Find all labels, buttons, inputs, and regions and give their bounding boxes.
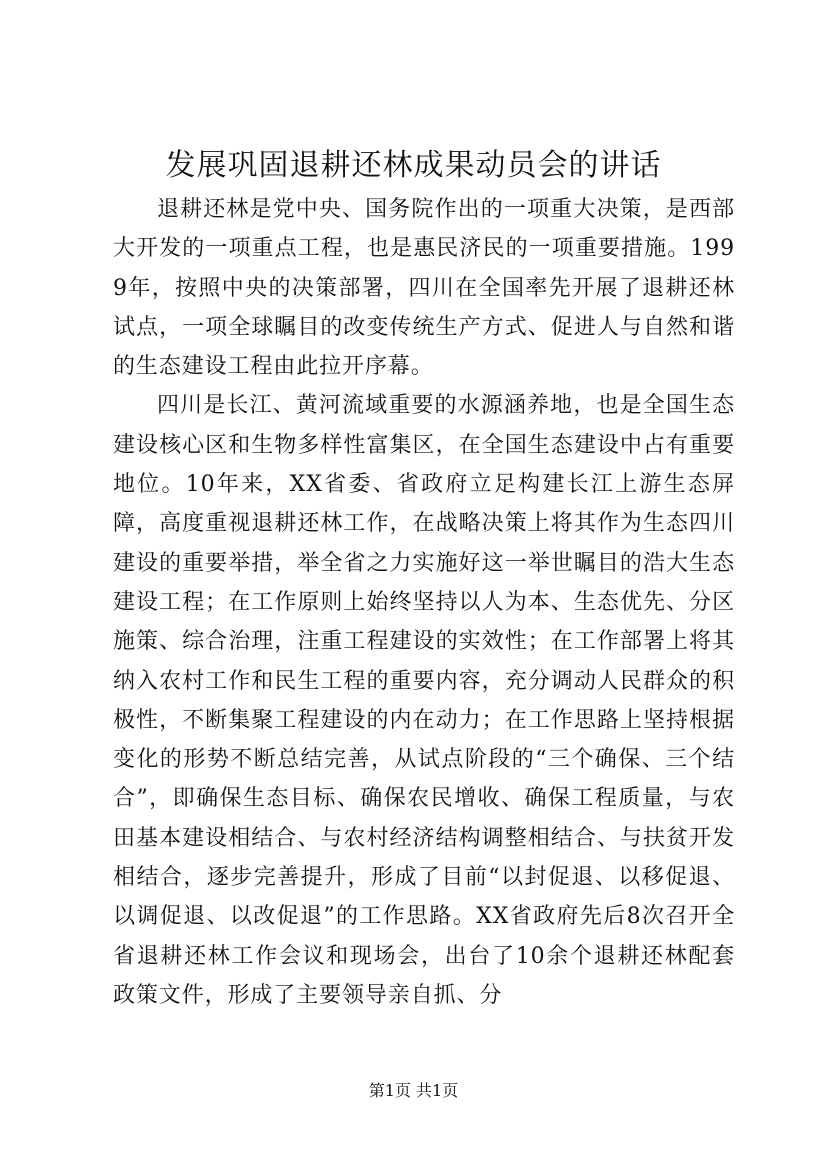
document-title: 发展巩固退耕还林成果动员会的讲话 <box>165 148 662 183</box>
document-body <box>113 190 735 1015</box>
paragraph-2: 四川是长江、黄河流域重要的水源涵养地，也是全国生态建设核心区和生物多样性富集区，在全国生态建设中占有重要地位。10年来，XX省委、省政府立足构建长江上游生态屏障，高度重视退耕还林工作，在战略决策上将其作为生态四川建设的重要举措，举全省之力实施好这一举世瞩目的浩大生态建设工程；在工作原则上始终坚持以人为本、生态优先、分区施策、综合治理，注重工程建设的实效性；在工作部署上将其纳入农村工作和民生工程的重要内容，充分调动人民群众的积极性，不断集聚工程建设的内在动力；在工作思路上坚持根据变化的形势不断总结完善，从试点阶段的“三个确保、三个结合”，即确保生态目标、确保农民增收、确保工程质量，与农田基本建设相结合、与农村经济结构调整相结合、与扶贫开发相结合，逐步完善提升，形成了目前“以封促退、以移促退、以调促退、以改促退”的工作思路。XX省政府先后8次召开全省退耕还林工作会议和现场会，出台了10余个退耕还林配套政策文件，形成了主要领导亲自抓、分 <box>113 393 735 1008</box>
page-footer: 第1页 共1页 <box>368 1081 459 1100</box>
paragraph-1: 退耕还林是党中央、国务院作出的一项重大决策，是西部大开发的一项重点工程，也是惠民济民的一项重要措施。1999年，按照中央的决策部署，四川在全国率先开展了退耕还林试点，一项全球瞩目的改变传统生产方式、促进人与自然和谐的生态建设工程由此拉开序幕。 <box>113 197 735 380</box>
